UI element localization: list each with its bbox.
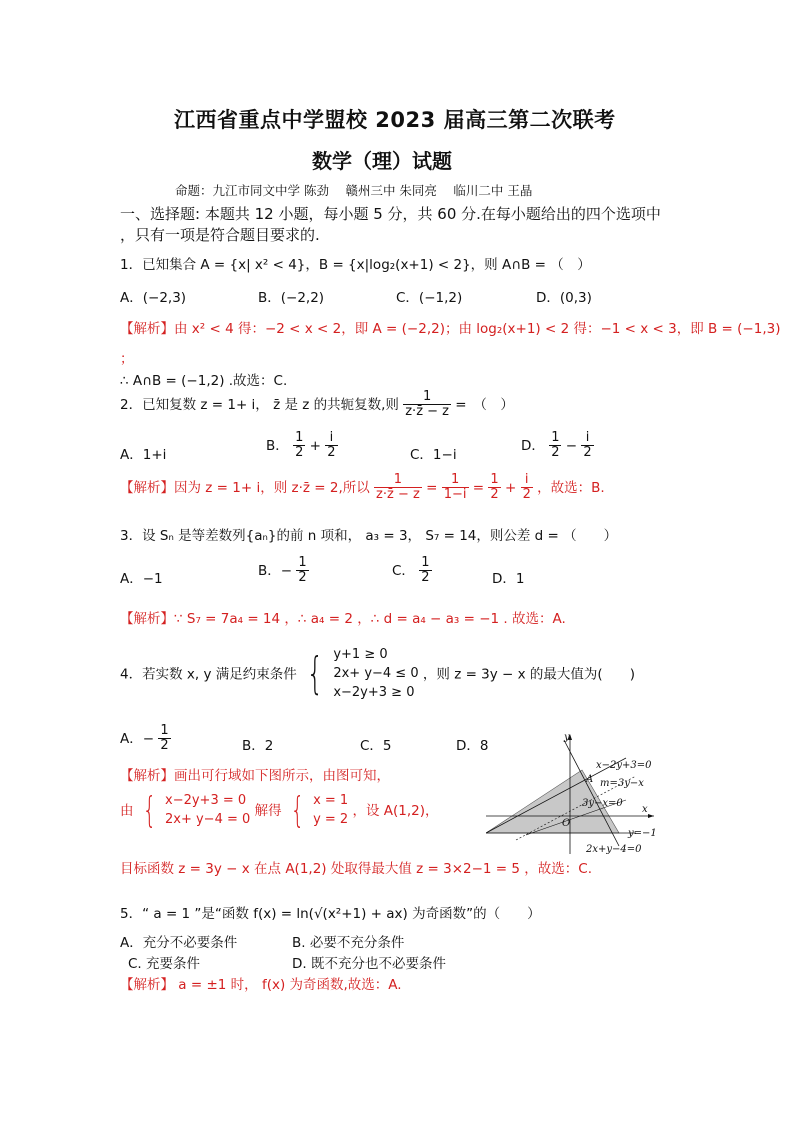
q1-solution-line1: 【解析】由 x² < 4 得：−2 < x < 2，即 A = (−2,2)；由 log₂(x+1) < 2 得：−1 < x < 3，即 B = (−1,3) bbox=[120, 321, 781, 337]
line1-label: x−2y+3=0 bbox=[596, 760, 652, 771]
authors-line: 命题：九江市同文中学 陈劲 赣州三中 朱同亮 临川二中 王晶 bbox=[175, 183, 533, 198]
q3-solution: 【解析】∵ S₇ = 7a₄ = 14 ，∴ a₄ = 2 ，∴ d = a₄ − a₃ = −1 . 故选：A. bbox=[120, 611, 566, 627]
q5-option-a: A．充分不必要条件 bbox=[120, 935, 238, 951]
q4-feasible-region-graph bbox=[486, 730, 658, 856]
page-subtitle: 数学（理）试题 bbox=[312, 149, 452, 173]
origin-label: O bbox=[562, 818, 571, 829]
line2-label: m=3y−x bbox=[600, 778, 644, 789]
y-axis-label: y bbox=[564, 732, 570, 743]
q1-solution-line2: ； bbox=[120, 351, 134, 367]
q4-stem: 4．若实数 x, y 满足约束条件 { y+1 ≥ 0 2x+ y−4 ≤ 0 x−2y+3 ≥ 0 ，则 z = 3y − x 的最大值为( ) bbox=[120, 646, 635, 703]
page-title: 江西省重点中学盟校 2023 届高三第二次联考 bbox=[174, 108, 616, 132]
q2-solution: 【解析】因为 z = 1+ i，则 z·z̄ = 2,所以 $\frac{1}{z\cdot z̄ - z}$ = $\frac{1}{1-i}$ = $\frac{1}{2}$ + $\frac{i}{2}$ ，故选：B. bbox=[120, 472, 605, 503]
point-a-label: A bbox=[586, 774, 594, 785]
q3-option-d: D．1 bbox=[492, 571, 525, 587]
section-heading-line1: 一、选择题: 本题共 12 小题，每小题 5 分，共 60 分.在每小题给出的四个选项中 bbox=[120, 205, 661, 223]
q1-option-d: D．(0,3) bbox=[536, 290, 592, 306]
q2-option-c: C．1−i bbox=[410, 447, 457, 463]
q4-solution-line3: 目标函数 z = 3y − x 在点 A(1,2) 处取得最大值 z = 3×2−1 = 5 ，故选：C. bbox=[120, 861, 592, 877]
q3-option-a: A．−1 bbox=[120, 571, 163, 587]
q5-option-d: D. 既不充分也不必要条件 bbox=[292, 956, 446, 972]
q1-solution-line3: ∴ A∩B = (−1,2) .故选：C. bbox=[120, 373, 288, 389]
q4-solution-line1: 【解析】画出可行域如下图所示，由图可知， bbox=[120, 768, 390, 784]
q5-option-c: C. 充要条件 bbox=[128, 956, 201, 972]
q3-option-c: C． $\frac{1}{2}$ bbox=[392, 555, 430, 586]
q2-stem-fraction: $\frac{1}{z\cdot z̄ - z}$ bbox=[405, 389, 449, 420]
x-axis-arrow-icon bbox=[648, 814, 654, 818]
q5-stem: 5．“ a = 1 ”是“函数 f(x) = ln(√(x²+1) + ax) 为奇函数”的（ ） bbox=[120, 906, 541, 922]
q4-option-a: A．− $\frac{1}{2}$ bbox=[120, 723, 169, 754]
q3-stem: 3．设 Sₙ 是等差数列{aₙ}的前 n 项和， a₃ = 3， S₇ = 14，则公差 d = （ ） bbox=[120, 528, 618, 544]
q2-stem-tail: = （ ） bbox=[455, 396, 514, 413]
q4-option-b: B．2 bbox=[242, 738, 274, 754]
x-axis-label: x bbox=[642, 804, 648, 815]
q2-option-a: A．1+i bbox=[120, 447, 167, 463]
q2-option-d: D． $\frac{1}{2}$ − $\frac{i}{2}$ bbox=[521, 430, 592, 461]
q4-option-c: C．5 bbox=[360, 738, 392, 754]
q5-solution: 【解析】 a = ±1 时， f(x) 为奇函数,故选：A. bbox=[120, 977, 402, 993]
q1-option-c: C．(−1,2) bbox=[396, 290, 463, 306]
section-heading-line2: ，只有一项是符合题目要求的. bbox=[120, 226, 320, 244]
line4-label: y=−1 bbox=[628, 828, 657, 839]
q2-option-b: B． $\frac{1}{2}$ + $\frac{i}{2}$ bbox=[266, 430, 336, 461]
q1-stem: 1．已知集合 A = {x| x² < 4}，B = {x|log₂(x+1) < 2}，则 A∩B = （ ） bbox=[120, 257, 591, 273]
q4-option-d: D．8 bbox=[456, 738, 489, 754]
q1-option-a: A．(−2,3) bbox=[120, 290, 187, 306]
q1-option-b: B．(−2,2) bbox=[258, 290, 325, 306]
q3-option-b: B．− $\frac{1}{2}$ bbox=[258, 555, 307, 586]
q4-solution-line2: 由 { x−2y+3 = 0 2x+ y−4 = 0 解得 { x = 1 y = 2 ，设 A(1,2)， bbox=[120, 789, 439, 831]
q5-option-b: B. 必要不充分条件 bbox=[292, 935, 405, 951]
q4-constraints: y+1 ≥ 0 2x+ y−4 ≤ 0 x−2y+3 ≥ 0 bbox=[333, 647, 419, 700]
q2-stem bbox=[120, 390, 514, 420]
line3-label: 3y−x=0 bbox=[582, 798, 623, 809]
q2-stem-text: 2．已知复数 z = 1+ i， z̄ 是 z 的共轭复数,则 bbox=[120, 396, 399, 413]
line5-label: 2x+y−4=0 bbox=[586, 844, 642, 855]
